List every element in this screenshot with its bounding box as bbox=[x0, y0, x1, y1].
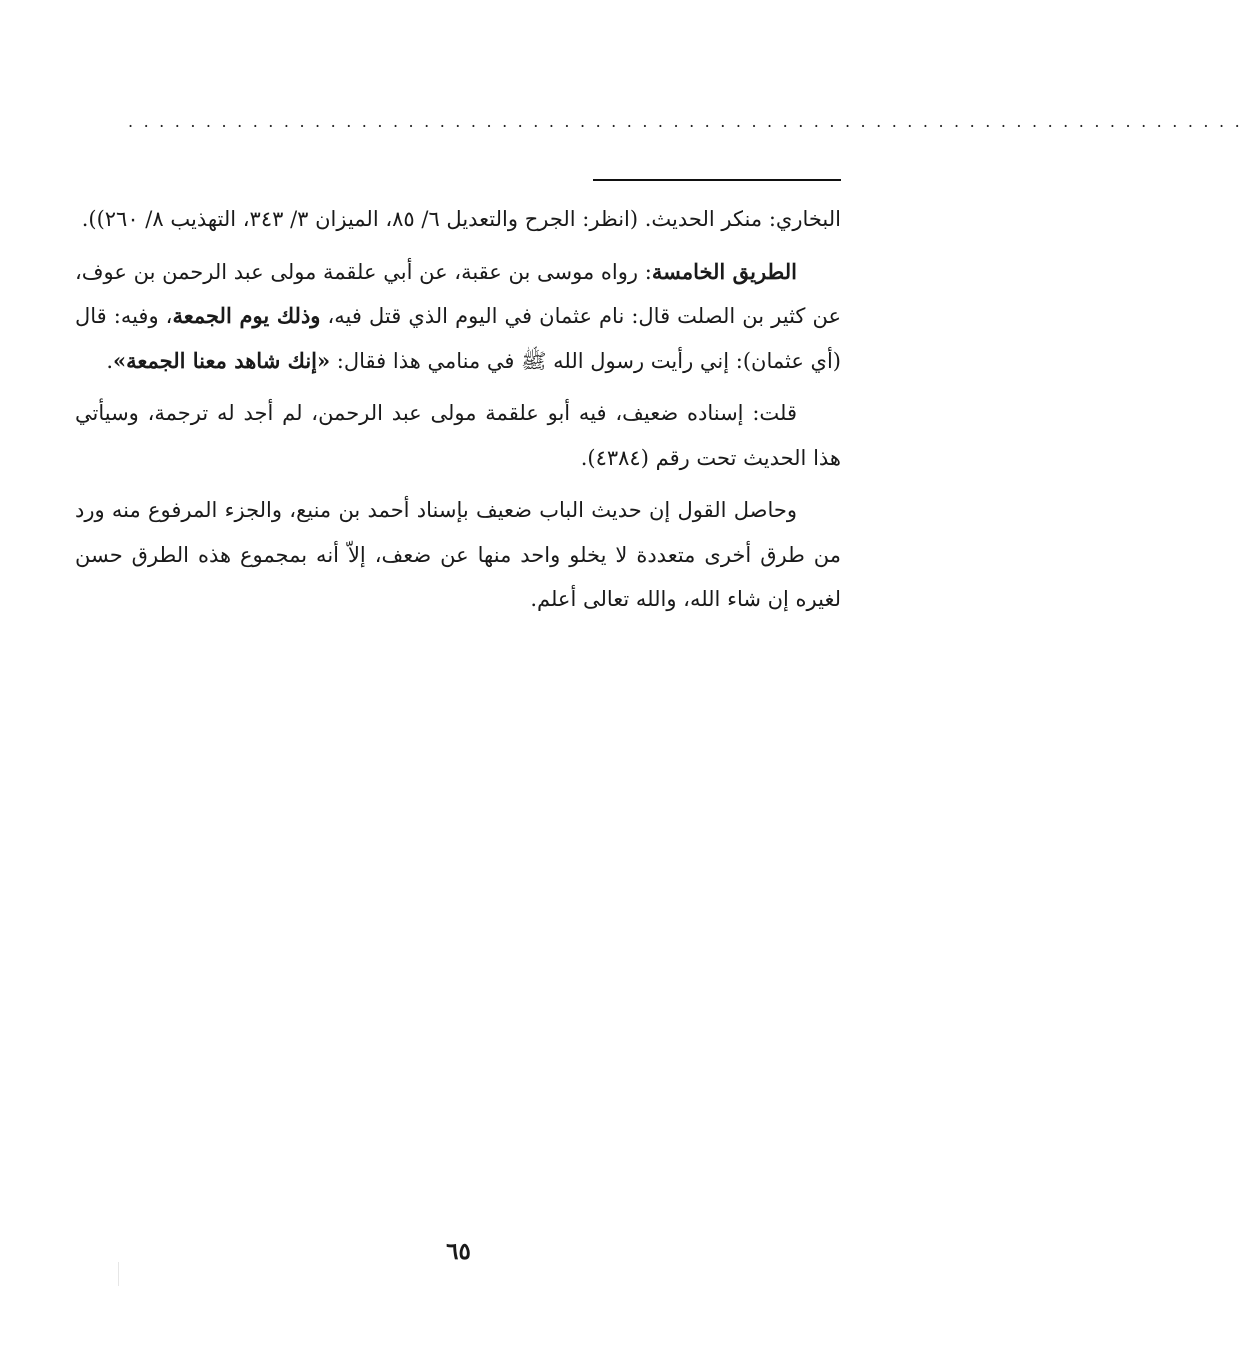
footnote-body bbox=[75, 197, 841, 630]
paragraph-1 bbox=[75, 197, 841, 242]
paragraph-2-text: : رواه موسى بن عقبة، عن أبي علقمة مولى عبد الرحمن بن عوف، عن كثير بن الصلت قال: نام عثمان في اليوم الذي قتل فيه، bbox=[75, 259, 841, 328]
paragraph-3 bbox=[75, 391, 841, 480]
paragraph-2-text2: ، وفيه: قال (أي عثمان): إني رأيت رسول الله ﷺ في منامي هذا فقال: bbox=[75, 304, 841, 373]
paragraph-2-lead: الطريق الخامسة bbox=[651, 258, 797, 284]
paragraph-3-text: قلت: إسناده ضعيف، فيه أبو علقمة مولى عبد الرحمن، لم أجد له ترجمة، وسيأتي هذا الحديث تحت رقم (٤٣٨٤). bbox=[75, 401, 841, 470]
paragraph-4 bbox=[75, 488, 841, 622]
page-number: ٦٥ bbox=[446, 1238, 471, 1265]
paragraph-2-bold-mid: وذلك يوم الجمعة bbox=[172, 303, 321, 328]
paragraph-2 bbox=[75, 250, 841, 384]
scan-margin-mark bbox=[118, 1262, 119, 1286]
paragraph-2-end: . bbox=[106, 348, 114, 373]
footnote-rule bbox=[593, 179, 841, 181]
paragraph-2-quote: «إنك شاهد معنا الجمعة» bbox=[113, 347, 331, 373]
dotted-separator: ........................................................................ bbox=[128, 112, 1250, 131]
paragraph-1-text: البخاري: منكر الحديث. (انظر: الجرح والتعديل ٦/ ٨٥، الميزان ٣/ ٣٤٣، التهذيب ٨/ ٢٦٠)). bbox=[81, 207, 841, 231]
paragraph-4-text: وحاصل القول إن حديث الباب ضعيف بإسناد أحمد بن منيع، والجزء المرفوع منه ورد من طرق أخرى متعددة لا يخلو واحد منها عن ضعف، إلاّ أنه بمجموع هذه الطرق حسن لغيره إن شاء الله، والله تعالى أعلم. bbox=[75, 498, 841, 611]
